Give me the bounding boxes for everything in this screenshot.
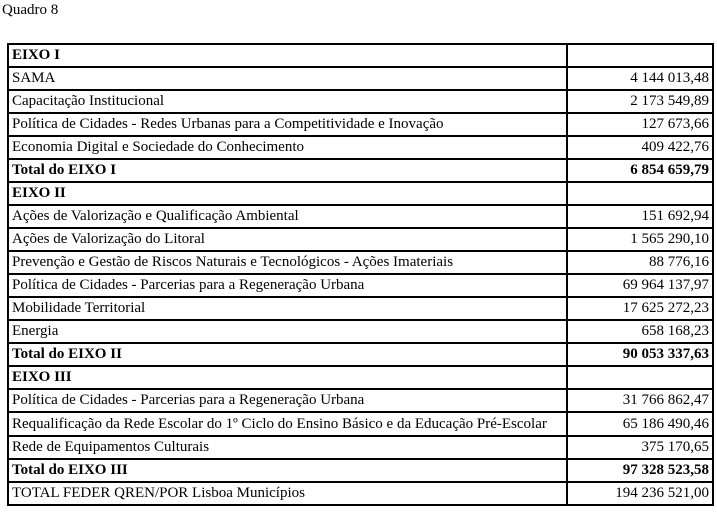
row-value: [567, 44, 713, 67]
row-value: 97 328 523,58: [567, 459, 713, 482]
row-label: EIXO III: [8, 366, 567, 389]
table-row-heading: [8, 459, 713, 482]
table-row: [8, 297, 713, 320]
row-value: 4 144 013,48: [567, 67, 713, 90]
row-label: SAMA: [8, 67, 567, 90]
row-label: Ações de Valorização do Litoral: [8, 228, 567, 251]
table-row-heading: [8, 182, 713, 205]
table-row: [8, 67, 713, 90]
row-value: 31 766 862,47: [567, 389, 713, 412]
row-value: 6 854 659,79: [567, 159, 713, 182]
row-label: TOTAL FEDER QREN/POR Lisboa Municípios: [8, 482, 567, 505]
row-label: Total do EIXO III: [8, 459, 567, 482]
row-label: EIXO I: [8, 44, 567, 67]
row-label: Economia Digital e Sociedade do Conhecimento: [8, 136, 567, 159]
table-row: [8, 389, 713, 412]
row-label: EIXO II: [8, 182, 567, 205]
row-value: 127 673,66: [567, 113, 713, 136]
table-row-heading: [8, 366, 713, 389]
row-value: 409 422,76: [567, 136, 713, 159]
row-value: 658 168,23: [567, 320, 713, 343]
row-label: Total do EIXO II: [8, 343, 567, 366]
row-label: Energia: [8, 320, 567, 343]
row-label: Total do EIXO I: [8, 159, 567, 182]
funding-table: [7, 43, 714, 506]
table-row-heading: [8, 343, 713, 366]
row-value: 194 236 521,00: [567, 482, 713, 505]
table-row: [8, 113, 713, 136]
row-value: 90 053 337,63: [567, 343, 713, 366]
row-value: 69 964 137,97: [567, 274, 713, 297]
table-row-heading: [8, 159, 713, 182]
table-row: [8, 482, 713, 505]
row-label: Rede de Equipamentos Culturais: [8, 436, 567, 459]
table-row: [8, 205, 713, 228]
row-value: 1 565 290,10: [567, 228, 713, 251]
row-value: [567, 182, 713, 205]
row-value: 151 692,94: [567, 205, 713, 228]
row-label: Política de Cidades - Parcerias para a Regeneração Urbana: [8, 389, 567, 412]
table-row: [8, 320, 713, 343]
row-value: 17 625 272,23: [567, 297, 713, 320]
row-label: Requalificação da Rede Escolar do 1º Ciclo do Ensino Básico e da Educação Pré-Escolar: [8, 412, 567, 436]
row-value: 375 170,65: [567, 436, 713, 459]
table-caption: Quadro 8: [2, 2, 59, 18]
row-value: [567, 366, 713, 389]
table-row: [8, 90, 713, 113]
row-label: Ações de Valorização e Qualificação Ambiental: [8, 205, 567, 228]
row-label: Política de Cidades - Redes Urbanas para a Competitividade e Inovação: [8, 113, 567, 136]
table-row: [8, 251, 713, 274]
table-row: [8, 436, 713, 459]
row-label: Política de Cidades - Parcerias para a Regeneração Urbana: [8, 274, 567, 297]
table-row: [8, 274, 713, 297]
row-value: 65 186 490,46: [567, 412, 713, 436]
row-value: 2 173 549,89: [567, 90, 713, 113]
table-row: [8, 412, 713, 436]
table-row: [8, 228, 713, 251]
row-label: Prevenção e Gestão de Riscos Naturais e Tecnológicos - Ações Imateriais: [8, 251, 567, 274]
table-body: [8, 44, 713, 505]
table-row: [8, 136, 713, 159]
row-value: 88 776,16: [567, 251, 713, 274]
table-row-heading: [8, 44, 713, 67]
row-label: Mobilidade Territorial: [8, 297, 567, 320]
row-label: Capacitação Institucional: [8, 90, 567, 113]
